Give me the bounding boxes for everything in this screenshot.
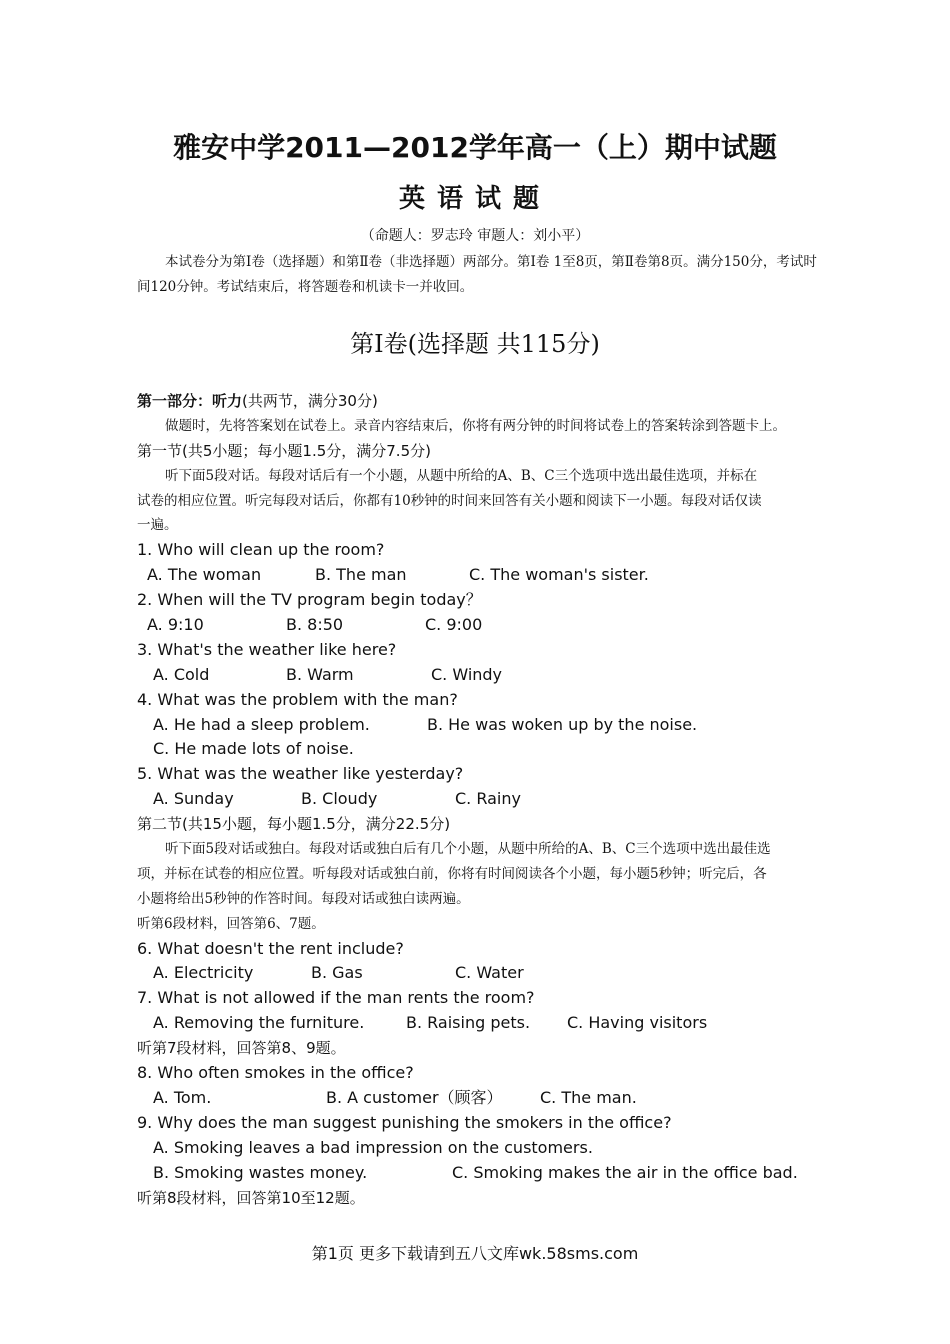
option-a: A. Tom. (153, 1087, 212, 1107)
question-6: 6. What doesn't the rent include? (137, 938, 404, 958)
option-a: A. Sunday (153, 789, 234, 809)
option-b: B. Gas (311, 963, 363, 983)
options-4-c (137, 737, 817, 762)
section1-heading (137, 389, 817, 414)
option-b: B. The man (315, 565, 407, 585)
part-title: 第Ⅰ卷(选择题 共115分) (350, 330, 600, 358)
options-6 (137, 961, 817, 986)
question-1: 1. Who will clean up the room? (137, 540, 385, 560)
option-a: A. He had a sleep problem. (153, 714, 370, 734)
sub2-instruction-2: 项，并标在试卷的相应位置。听每段对话或独白前，你将有时间阅读各个小题，每小题5秒钟；听完后，各 (137, 865, 767, 882)
page-subtitle: 英语试题 (398, 184, 551, 214)
sub2-instruction-3: 小题将给出5秒钟的作答时间。每段对话或独白读两遍。 (137, 890, 470, 907)
options-1 (137, 563, 817, 588)
options-2 (137, 613, 817, 638)
question-8: 8. Who often smokes in the office? (137, 1063, 414, 1083)
sub1-instruction-1: 听下面5段对话。每段对话后有一个小题，从题中所给的A、B、C三个选项中选出最佳选项，并标在 (165, 467, 758, 484)
options-7 (137, 1011, 817, 1036)
option-a: A. Removing the furniture. (153, 1013, 365, 1033)
option-c: C. He made lots of noise. (153, 739, 354, 759)
options-5 (137, 787, 817, 812)
page-title: 雅安中学2011—2012学年高一（上）期中试题 (173, 131, 777, 164)
material-8-note: 听第8段材料，回答第10至12题。 (137, 1188, 365, 1207)
option-a: A. 9:10 (147, 615, 204, 635)
question-3: 3. What's the weather like here? (137, 639, 397, 659)
sub2-heading: 第二节(共15小题，每小题1.5分，满分22.5分) (137, 815, 451, 834)
option-b: B. A customer（顾客） (326, 1087, 503, 1107)
option-b: B. He was woken up by the noise. (427, 714, 698, 734)
section1-heading-rest: (共两节，满分30分) (242, 392, 378, 410)
question-5: 5. What was the weather like yesterday? (137, 764, 464, 784)
option-c: C. Smoking makes the air in the office bad. (452, 1162, 798, 1182)
option-a: A. Electricity (153, 963, 254, 983)
option-b: B. 8:50 (286, 615, 344, 635)
option-c: C. Having visitors (567, 1013, 708, 1033)
option-c: C. Windy (431, 664, 503, 684)
option-c: C. Rainy (455, 789, 521, 809)
sub1-instruction-3: 一遍。 (137, 517, 178, 534)
material-6-note: 听第6段材料，回答第6、7题。 (137, 915, 325, 932)
option-b: B. Cloudy (301, 789, 378, 809)
exam-content (137, 389, 817, 1210)
option-b: B. Warm (286, 664, 354, 684)
option-c: C. The woman's sister. (469, 565, 649, 585)
options-4 (137, 713, 817, 738)
material-7-note: 听第7段材料，回答第8、9题。 (137, 1039, 346, 1058)
question-7: 7. What is not allowed if the man rents the room? (137, 988, 535, 1008)
question-4: 4. What was the problem with the man? (137, 689, 458, 709)
question-2: 2. When will the TV program begin today？ (137, 590, 482, 610)
option-c: C. The man. (540, 1087, 637, 1107)
intro-paragraph: 本试卷分为第Ⅰ卷（选择题）和第Ⅱ卷（非选择题）两部分。第Ⅰ卷 1至8页，第Ⅱ卷第8页。满分150分，考试时间120分钟。考试结束后，将答题卷和机读卡一并收回。 (137, 254, 817, 295)
page-footer: 第1页 更多下载请到五八文库wk.58sms.com (311, 1244, 639, 1263)
sub1-instruction-2: 试卷的相应位置。听完每段对话后，你都有10秒钟的时间来回答有关小题和阅读下一小题。每段对话仅读 (137, 492, 762, 509)
option-a: A. Smoking leaves a bad impression on the customers. (153, 1137, 593, 1157)
options-9-bc (137, 1161, 817, 1186)
options-3 (137, 663, 817, 688)
option-c: C. 9:00 (425, 615, 483, 635)
option-c: C. Water (455, 963, 524, 983)
options-9-a (137, 1136, 817, 1161)
options-8 (137, 1086, 817, 1111)
section1-heading-bold: 第一部分：听力 (137, 392, 243, 410)
section1-note: 做题时，先将答案划在试卷上。录音内容结束后，你将有两分钟的时间将试卷上的答案转涂到答题卡上。 (165, 417, 786, 434)
option-b: B. Raising pets. (406, 1013, 531, 1033)
option-a: A. The woman (147, 565, 262, 585)
question-9: 9. Why does the man suggest punishing the smokers in the office? (137, 1112, 672, 1132)
sub2-instruction-1: 听下面5段对话或独白。每段对话或独白后有几个小题，从题中所给的A、B、C三个选项中选出最佳选 (165, 841, 771, 858)
authors-line: （命题人：罗志玲 审题人：刘小平） (360, 228, 590, 244)
option-b: B. Smoking wastes money. (153, 1162, 368, 1182)
option-a: A. Cold (153, 664, 210, 684)
sub1-heading: 第一节(共5小题；每小题1.5分，满分7.5分) (137, 441, 431, 460)
